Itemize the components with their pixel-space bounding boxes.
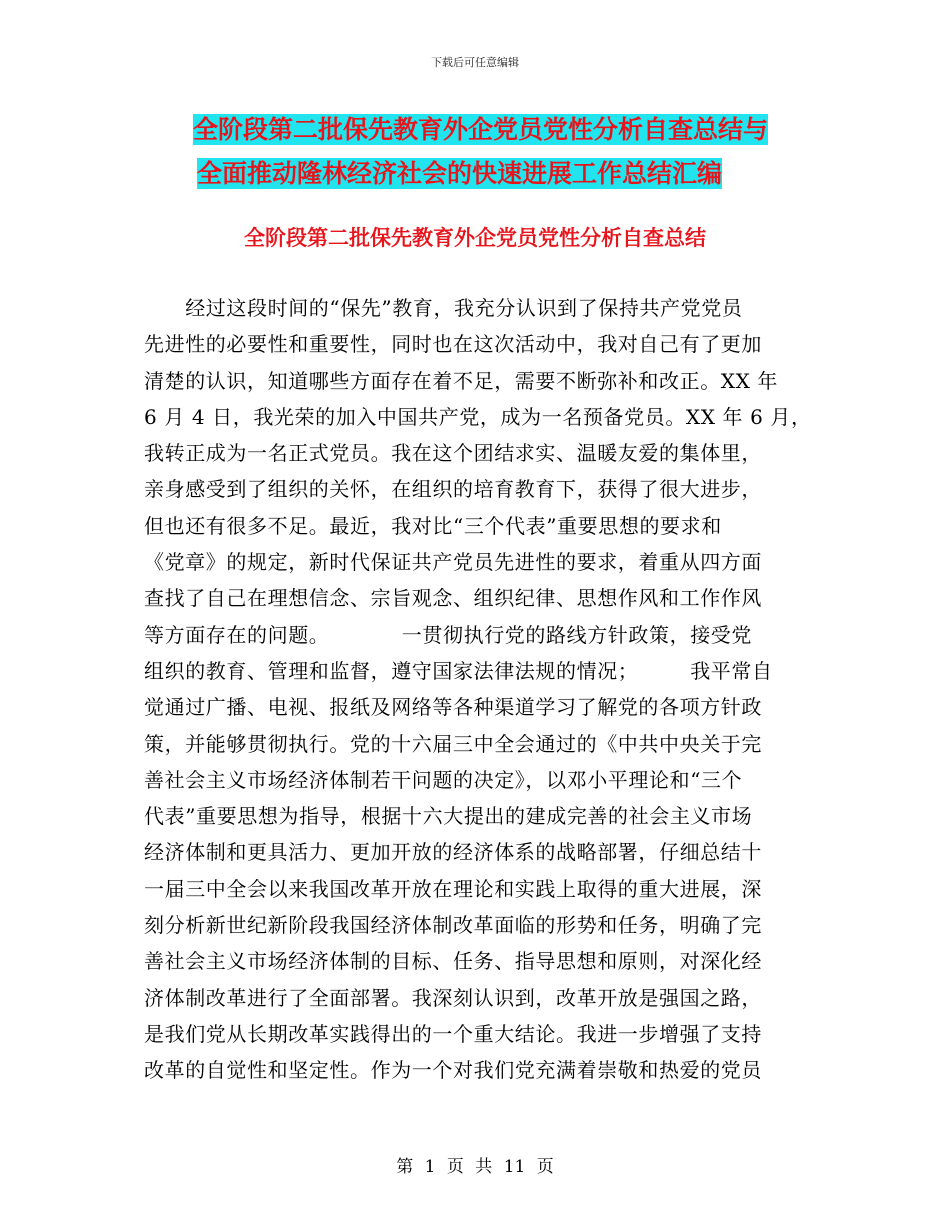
body-line: 经过这段时间的“保先”教育，我充分认识到了保持共产党党员 [144, 296, 743, 320]
page-footer: 第 1 页 共 11 页 [396, 1157, 554, 1177]
document-title-line-2 [0, 156, 950, 192]
body-line: 善社会主义市场经济体制的目标、任务、指导思想和原则，对深化经 [144, 949, 762, 974]
body-line: 但也还有很多不足。最近，我对比“三个代表”重要思想的要求和 [144, 513, 722, 538]
body-line: 组织的教育、管理和监督，遵守国家法律法规的情况； 我平常自 [144, 658, 773, 683]
body-line: 善社会主义市场经济体制若干问题的决定》，以邓小平理论和“三个 [144, 767, 743, 792]
body-line: 一届三中全会以来我国改革开放在理论和实践上取得的重大进展，深 [144, 876, 762, 901]
body-line: 等方面存在的问题。 一贯彻执行党的路线方针政策，接受党 [144, 622, 752, 647]
body-line: 先进性的必要性和重要性，同时也在这次活动中，我对自己有了更加 [144, 332, 762, 357]
body-line: 6 月 4 日，我光荣的加入中国共产党，成为一名预备党员。XX 年 6 月， [144, 404, 812, 429]
section-title: 全阶段第二批保先教育外企党员党性分析自查总结 [244, 226, 706, 250]
document-title-line-2-text: 全面推动隆林经济社会的快速进展工作总结汇编 [197, 159, 723, 188]
body-line: 我转正成为一名正式党员。我在这个团结求实、温暖友爱的集体里， [144, 441, 762, 466]
document-title-line-1 [0, 112, 950, 148]
body-line: 查找了自己在理想信念、宗旨观念、组织纪律、思想作风和工作作风 [144, 586, 762, 611]
body-line: 亲身感受到了组织的关怀，在组织的培育教育下，获得了很大进步， [144, 477, 762, 502]
body-line: 是我们党从长期改革实践得出的一个重大结论。我进一步增强了支持 [144, 1021, 762, 1046]
body-line: 清楚的认识，知道哪些方面存在着不足，需要不断弥补和改正。XX 年 [144, 368, 779, 393]
body-line: 济体制改革进行了全面部署。我深刻认识到，改革开放是强国之路， [144, 985, 762, 1010]
page-header-note: 下载后可任意编辑 [431, 56, 519, 69]
body-line: 刻分析新世纪新阶段我国经济体制改革面临的形势和任务，明确了完 [144, 913, 762, 938]
body-line: 改革的自觉性和坚定性。作为一个对我们党充满着崇敬和热爱的党员 [144, 1058, 762, 1083]
body-line: 觉通过广播、电视、报纸及网络等各种渠道学习了解党的各项方针政 [144, 695, 762, 720]
document-title-line-1-text: 全阶段第二批保先教育外企党员党性分析自查总结与 [193, 115, 769, 144]
body-line: 《党章》的规定，新时代保证共产党员先进性的要求，着重从四方面 [144, 550, 762, 575]
body-line: 策，并能够贯彻执行。党的十六届三中全会通过的《中共中央关于完 [144, 731, 762, 756]
body-text [144, 290, 812, 1089]
body-line: 代表”重要思想为指导，根据十六大提出的建成完善的社会主义市场 [144, 804, 753, 829]
body-line: 经济体制和更具活力、更加开放的经济体系的战略部署，仔细总结十 [144, 840, 762, 865]
